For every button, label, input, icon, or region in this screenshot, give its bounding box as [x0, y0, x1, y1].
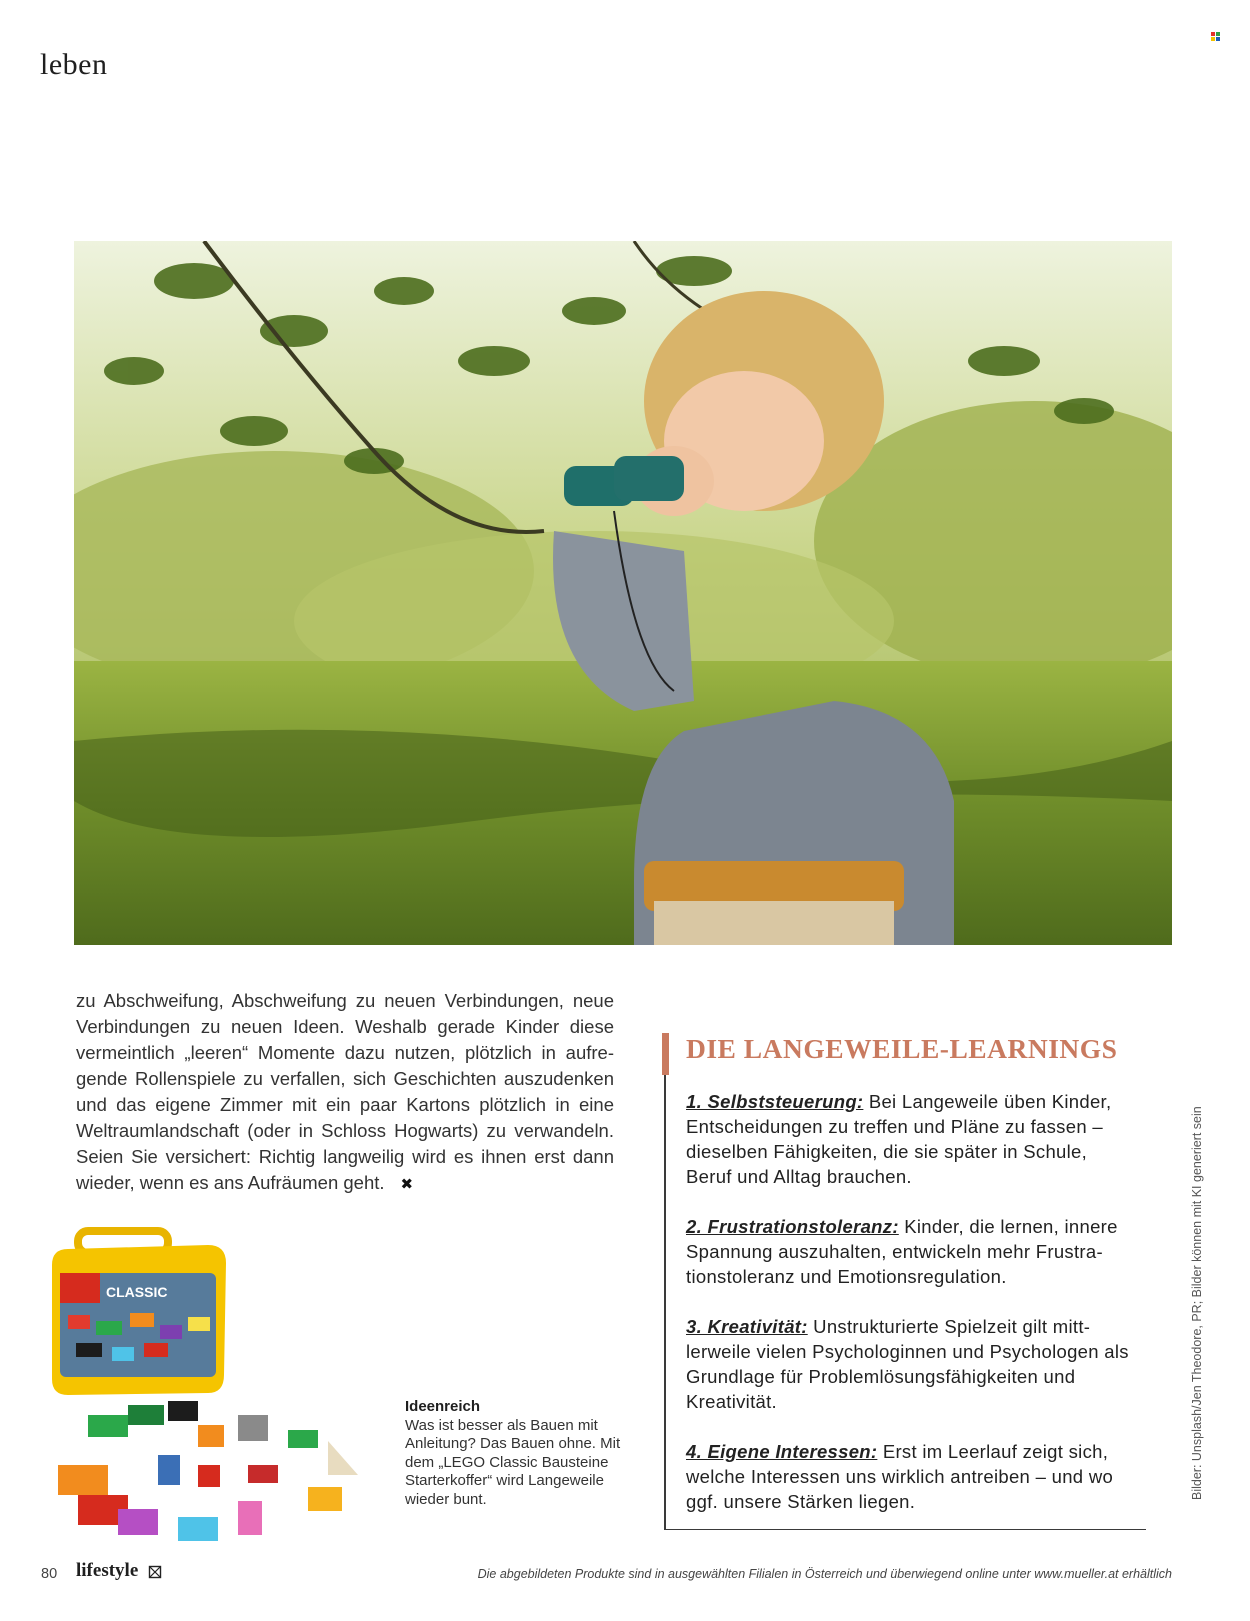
article-paragraph: zu Abschweifung, Abschweifung zu neuen Verbindungen, neue Verbindungen zu neuen Ideen. Weshalb gerade Kinder diese vermeintlich „leeren“ Momente dazu nutzen, plötzlich in aufregende Rollenspiele zu verfallen, sich Geschichten auszudenken und das eigene Zimmer mit ein paar Kartons plötzlich in eine Weltraumlandschaft (oder in Schloss Hogwarts) zu verwandeln. Seien Sie versichert: Richtig langweilig wird es ihnen erst dann wieder, wenn es ans Aufräumen geht. [76, 990, 614, 1193]
learning-text: Kinder, die lernen, innere Spannung auszuhalten, entwickeln mehr Frustrationstoleranz und Emotionsregulation. [686, 1216, 1118, 1287]
learning-label: 3. Kreativität: [686, 1316, 808, 1337]
brand-logo-icon [1211, 32, 1220, 41]
caption-text: Was ist besser als Bauen mit Anleitung? Das Bauen ohne. Mit dem „LEGO Classic Bausteine Starterkoffer“ wird Langeweile wieder bunt. [405, 1416, 621, 1508]
learning-item [686, 1089, 1138, 1189]
box-border-left [664, 1075, 666, 1529]
learning-item [686, 1439, 1138, 1514]
learning-label: 4. Eigene Interessen: [686, 1441, 878, 1462]
learning-item [686, 1214, 1138, 1289]
bow-icon [148, 1565, 162, 1579]
accent-bar [662, 1033, 669, 1075]
learnings-title: DIE LANGEWEILE-LEARNINGS [686, 1033, 1118, 1064]
availability-note: Die abgebildeten Produkte sind in ausgewählten Filialen in Österreich und überwiegend online unter www.mueller.at erhältlich [477, 1567, 1172, 1581]
learnings-box [662, 1033, 1146, 1530]
magazine-brand: lifestyle [76, 1560, 139, 1581]
learning-text: Unstrukturierte Spielzeit gilt mittlerweile vielen Psychologinnen und Psychologen als Grundlage für Problemlösungsfähigkeiten und Kreativität. [686, 1316, 1129, 1412]
page-number: 80 [41, 1566, 58, 1582]
section-title: leben [40, 48, 108, 81]
caption-title: Ideenreich [405, 1398, 481, 1415]
learnings-list [686, 1089, 1138, 1539]
learning-text: Bei Langeweile üben Kinder, Entscheidungen zu treffen und Pläne zu fassen – dieselben Fähigkeiten, die sie später in Schule, Beruf und Alltag brauchen. [686, 1091, 1112, 1187]
hero-photo [74, 241, 1172, 945]
article-body [76, 988, 614, 1198]
learning-label: 1. Selbststeuerung: [686, 1091, 864, 1112]
image-credits-text: Bilder: Unsplash/Jen Theodore, PR; Bilder können mit KI generiert sein [1190, 1106, 1204, 1500]
learning-label: 2. Frustrationstoleranz: [686, 1216, 899, 1237]
learning-item [686, 1314, 1138, 1414]
learning-text: Erst im Leerlauf zeigt sich, welche Interessen uns wirklich antreiben – und wo ggf. unsere Stärken liegen. [686, 1441, 1114, 1512]
end-mark-icon: ✖ [400, 1176, 414, 1193]
product-caption [405, 1398, 640, 1509]
lego-classic-box-icon [48, 1225, 378, 1555]
image-credits [1190, 1090, 1206, 1500]
photo-child-with-binoculars [74, 241, 1172, 945]
product-box-label: CLASSIC [106, 1284, 168, 1300]
